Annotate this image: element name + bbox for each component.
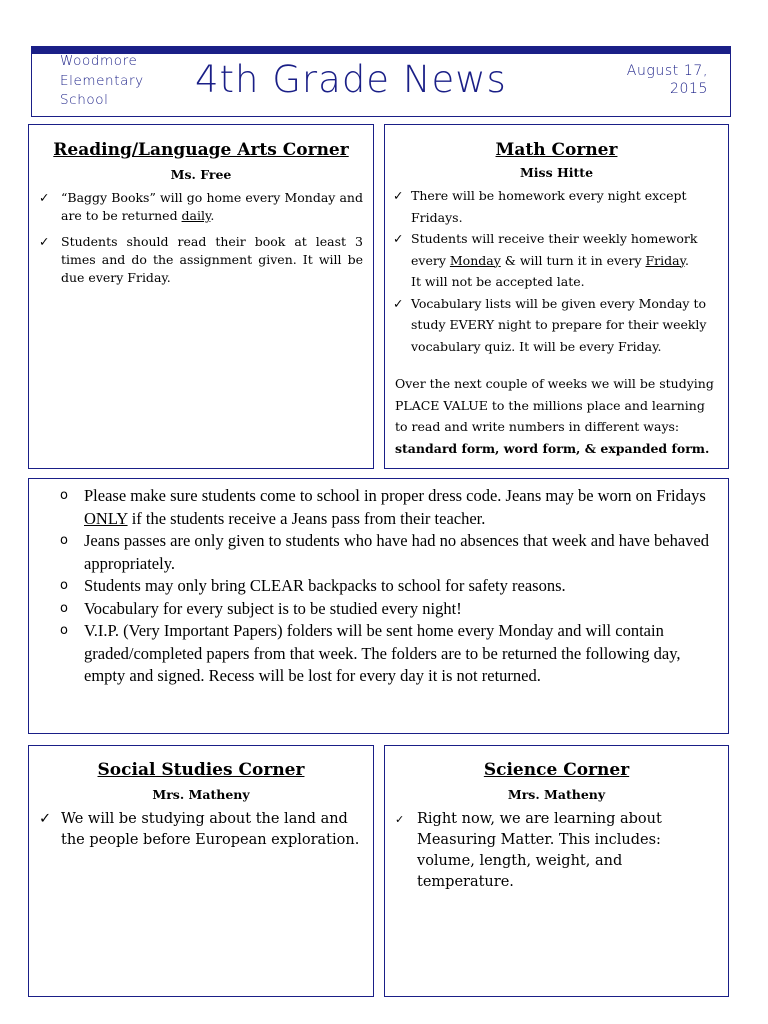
paragraph-bold: standard form, word form, & expanded form. (395, 440, 710, 456)
item-text: Jeans passes are only given to students who have had no absences that week and have behaved appropriately. (84, 531, 709, 573)
circle-bullet-icon: o (60, 623, 68, 638)
teacher-name: Ms. Free (170, 167, 232, 182)
school-line: Woodmore (60, 53, 138, 69)
item-text: Students will receive their weekly homework every (411, 231, 698, 268)
check-icon: ✓ (39, 811, 52, 827)
item-emphasis: Monday (449, 252, 501, 268)
item-text: It will not be accepted late. (411, 274, 585, 289)
check-icon: ✓ (39, 190, 50, 205)
newsletter-date (600, 62, 708, 98)
paragraph-text: Over the next couple of weeks we will be studying PLACE VALUE to the millions place and learning to read and write numbers in different ways: (395, 376, 714, 434)
section-title: Social Studies Corner (97, 760, 305, 780)
social-studies-corner (28, 745, 374, 997)
section-title: Math Corner (495, 140, 618, 160)
school-name (60, 52, 144, 111)
math-corner (384, 124, 729, 469)
check-icon: ✓ (395, 813, 405, 826)
check-icon: ✓ (393, 295, 404, 311)
section-title: Reading/Language Arts Corner (53, 140, 349, 160)
list-item (39, 809, 363, 851)
list-item (39, 189, 363, 225)
science-corner (384, 745, 729, 997)
list-item (393, 293, 720, 358)
item-emphasis: Friday (645, 252, 685, 268)
list-item (393, 228, 720, 293)
item-text: & will turn it in every (500, 252, 646, 268)
math-list (393, 185, 720, 357)
item-text: Vocabulary lists will be given every Monday to study EVERY night to prepare for their weekly vocabulary quiz. It will be every Friday. (411, 295, 707, 354)
section-title: Science Corner (483, 760, 630, 780)
item-text: . (685, 252, 689, 268)
general-notices (28, 478, 729, 734)
science-list (395, 809, 718, 893)
item-text: . (210, 208, 215, 223)
list-item (41, 485, 716, 530)
item-text: Vocabulary for every subject is to be studied every night! (84, 598, 462, 618)
list-item (393, 185, 720, 228)
item-text: if the students receive a Jeans pass from their teacher. (127, 508, 486, 528)
date-line: August 17, (626, 63, 708, 79)
list-item (41, 575, 716, 598)
school-line: School (60, 92, 109, 108)
newsletter-title: 4th Grade News (195, 58, 507, 101)
check-icon: ✓ (393, 231, 404, 246)
teacher-name: Miss Hitte (519, 165, 594, 180)
teacher-name: Mrs. Matheny (152, 787, 250, 802)
list-item (395, 809, 718, 893)
social-list (39, 809, 363, 851)
teacher-name: Mrs. Matheny (507, 787, 606, 802)
item-text: Students may only bring CLEAR backpacks to school for safety reasons. (84, 576, 566, 595)
item-text: There will be homework every night except Fridays. (411, 188, 687, 225)
check-icon: ✓ (393, 188, 404, 203)
list-item (41, 620, 716, 688)
math-paragraph (395, 373, 720, 459)
school-line: Elementary (60, 72, 144, 89)
reading-corner (28, 124, 374, 469)
item-text: Right now, we are learning about Measuring Matter. This includes: volume, length, weight, and temperature. (417, 811, 662, 890)
item-text: We will be studying about the land and the people before European exploration. (61, 811, 360, 848)
item-text: Students should read their book at least 3 times and do the assignment given. It will be due every Friday. (61, 234, 363, 285)
date-line: 2015 (669, 81, 708, 97)
notices-list (41, 485, 716, 688)
circle-bullet-icon: o (60, 488, 68, 503)
item-text: V.I.P. (Very Important Papers) folders will be sent home every Monday and will contain graded/completed papers from that week. The folders are to be returned the following day, empty and signed. Recess will be lost for every day it is not returned. (84, 621, 681, 685)
circle-bullet-icon: o (60, 578, 68, 593)
list-item (41, 598, 716, 621)
list-item (41, 530, 716, 575)
circle-bullet-icon: o (60, 533, 68, 548)
item-text: “Baggy Books” will go home every Monday and are to be returned (61, 190, 363, 223)
list-item (39, 233, 363, 287)
item-emphasis: ONLY (84, 508, 128, 528)
circle-bullet-icon: o (60, 600, 68, 616)
reading-list (39, 189, 363, 287)
item-text: Please make sure students come to school in proper dress code. Jeans may be worn on Fridays (84, 486, 706, 505)
item-emphasis: daily (181, 208, 211, 223)
check-icon: ✓ (39, 234, 50, 249)
